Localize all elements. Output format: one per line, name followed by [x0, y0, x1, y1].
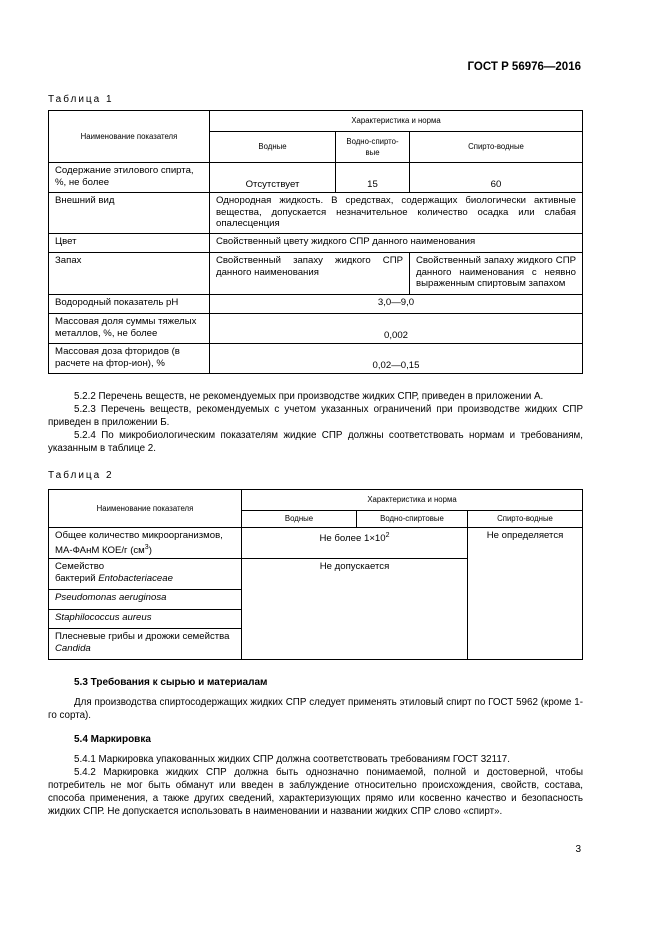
row-name: Плесневые грибы и дрожжи семейства Candida: [49, 629, 242, 660]
cell-value: Однородная жидкость. В средствах, содержащих биологически активные вещества, допускается незначительное количество осадка или слабая опалесценция: [210, 193, 583, 234]
paragraph: 5.2.3 Перечень веществ, рекомендуемых с учетом указанных ограничений при производстве жидких СПР приведен в приложении Б.: [48, 404, 583, 428]
table1-header-col1: Водные: [210, 132, 336, 163]
table-row: [49, 193, 583, 234]
cell-value: 60: [410, 163, 583, 193]
paragraph: 5.4.2 Маркировка жидких СПР должна быть однозначно понимаемой, полной и достоверной, чтобы потребитель не мог быть обманут или введен в заблуждение относительно происхождения, свойств, состава, способа применения, а также других сведений, характеризующих прямо или косвенно качество и безопасность жидких СПР. Не допускается использовать в наименовании и названии жидких СПР слово «спирт».: [48, 767, 583, 817]
table-row: [49, 163, 583, 193]
row-name: Цвет: [49, 234, 210, 253]
cell-value: Свойственный запаху жидкого СПР данного наименования: [210, 253, 410, 295]
section-5-3-text: [48, 696, 583, 722]
row-name: Pseudomonas aeruginosa: [49, 590, 242, 610]
row-name: Содержание этилового спирта, %, не более: [49, 163, 210, 193]
table1: [48, 110, 583, 374]
row-name: Массовая доза фторидов (в расчете на фтор-ион), %: [49, 344, 210, 374]
section-5-4-title: 5.4 Маркировка: [74, 734, 151, 745]
cell-value: Отсутствует: [210, 163, 336, 193]
table2: [48, 489, 583, 660]
table1-header-col2: Водно-спирто-вые: [336, 132, 410, 163]
row-name: Запах: [49, 253, 210, 295]
cell-value: Не допускается: [242, 559, 468, 660]
paragraph: 5.2.2 Перечень веществ, не рекомендуемых при производстве жидких СПР, приведен в приложении А.: [74, 391, 544, 402]
table2-header-col2: Водно-спиртовые: [357, 511, 468, 528]
table-row: [49, 314, 583, 344]
cell-value: Свойственный запаху жидкого СПР данного наименования с неявно выраженным спиртовым запахом: [410, 253, 583, 295]
row-name: Общее количество микроорганизмов, МА-ФАнМ КОЕ/г $(см^3)$: [49, 528, 242, 559]
table1-header-name: Наименование показателя: [49, 111, 210, 163]
table2-header-name: Наименование показателя: [49, 490, 242, 528]
row-name: Staphilococcus aureus: [49, 610, 242, 629]
table-row: [49, 344, 583, 374]
cell-value: Не определяется: [468, 528, 583, 660]
table2-caption: Таблица 2: [48, 470, 114, 481]
table2-header-col1: Водные: [242, 511, 357, 528]
paragraph: Для производства спиртосодержащих жидких СПР следует применять этиловый спирт по ГОСТ 5962 (кроме 1-го сорта).: [48, 697, 583, 721]
table2-header-group: Характеристика и норма: [242, 490, 583, 511]
table-row: [49, 253, 583, 295]
table1-caption: Таблица 1: [48, 94, 114, 105]
row-name: Водородный показатель pH: [49, 295, 210, 314]
document-code: ГОСТ Р 56976—2016: [467, 61, 581, 73]
cell-value: 3,0—9,0: [210, 295, 583, 314]
table-row: [49, 234, 583, 253]
section-5-3-title: 5.3 Требования к сырью и материалам: [74, 677, 268, 688]
paragraphs-5-2: [48, 390, 583, 455]
cell-value: 0,002: [210, 314, 583, 344]
section-5-4-text: [48, 753, 583, 818]
cell-value: Свойственный цвету жидкого СПР данного наименования: [210, 234, 583, 253]
table-row: [49, 528, 583, 559]
row-name: Массовая доля суммы тяжелых металлов, %, не более: [49, 314, 210, 344]
table2-header-col3: Спирто-водные: [468, 511, 583, 528]
table1-header-col3: Спирто-водные: [410, 132, 583, 163]
page-number: 3: [575, 844, 581, 855]
cell-value: 15: [336, 163, 410, 193]
paragraph: 5.2.4 По микробиологическим показателям жидкие СПР должны соответствовать нормам и требованиям, указанным в таблице 2.: [48, 430, 583, 454]
row-name: Внешний вид: [49, 193, 210, 234]
paragraph: 5.4.1 Маркировка упакованных жидких СПР должна соответствовать требованиям ГОСТ 32117.: [74, 754, 510, 765]
table1-header-group: Характеристика и норма: [210, 111, 583, 132]
row-name: Семейство бактерий Entobacteriaceae: [49, 559, 242, 590]
table-row: [49, 295, 583, 314]
cell-value: Не более $1\times 10^2$: [242, 528, 468, 559]
cell-value: 0,02—0,15: [210, 344, 583, 374]
